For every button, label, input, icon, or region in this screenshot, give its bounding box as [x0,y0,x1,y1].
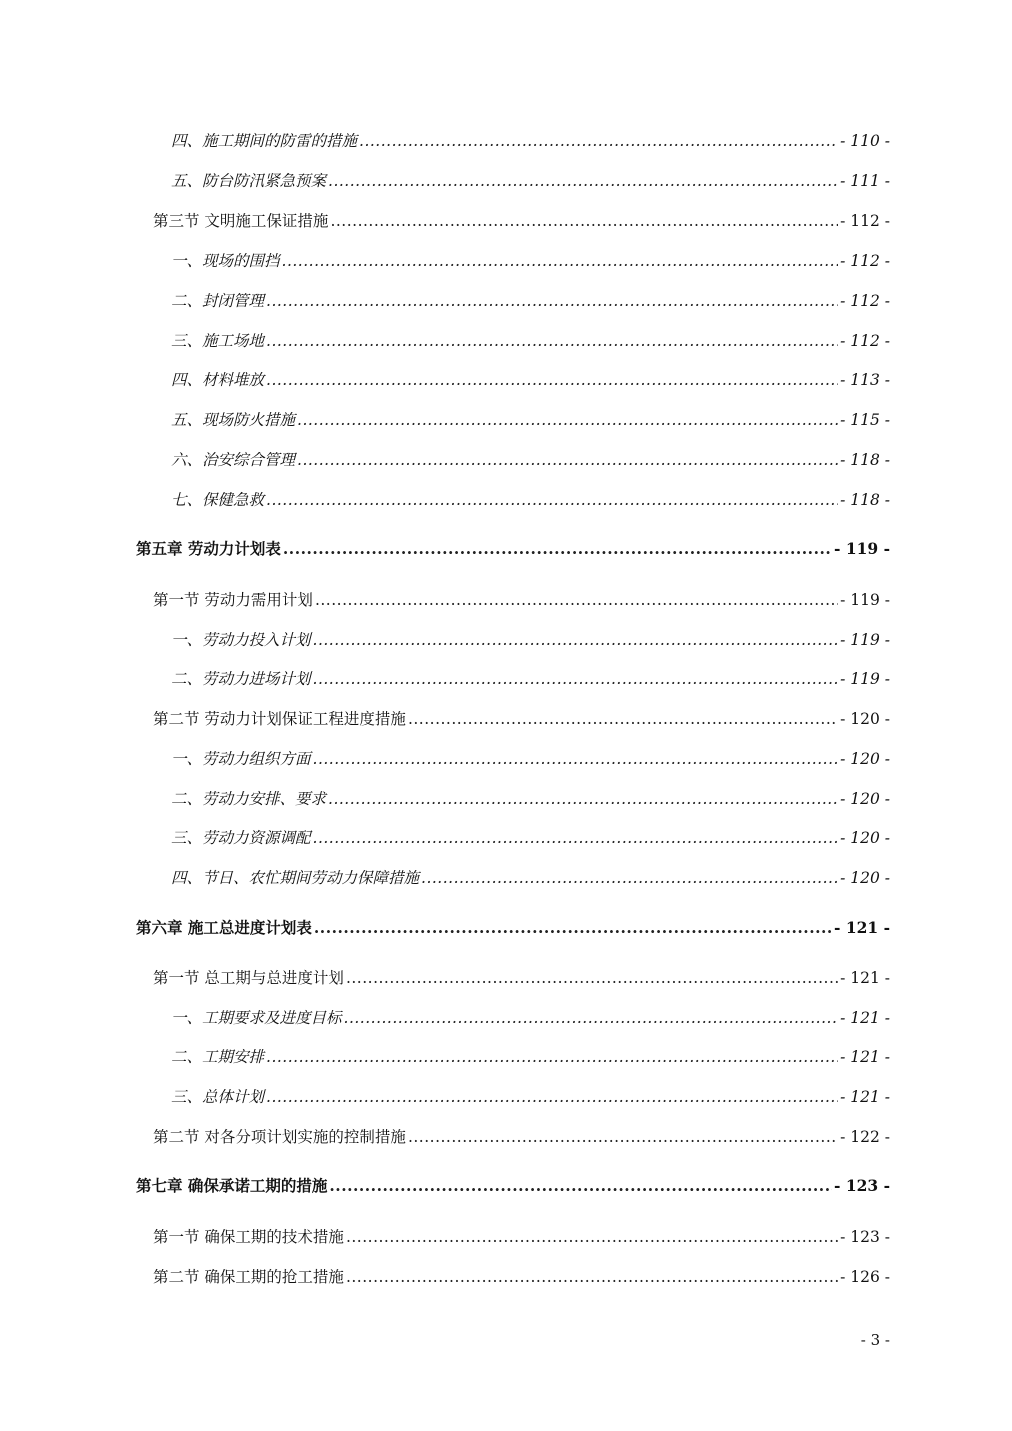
toc-entry-page: - 119 - [833,539,890,558]
toc-entry-level-2[interactable] [153,1126,890,1148]
toc-entry-title: 二、工期安排 [171,1048,265,1066]
toc-entry-page: - 118 - [840,451,890,469]
toc-entry-level-3[interactable] [171,748,890,770]
toc-dot-leader [330,210,838,232]
toc-entry-level-2[interactable] [153,1266,890,1288]
toc-dot-leader [328,170,838,192]
toc-dot-leader [313,668,839,690]
toc-entry-title: 七、保健急救 [171,491,265,509]
toc-dot-leader [283,538,832,560]
toc-entry-level-3[interactable] [171,668,890,690]
toc-entry-title: 四、节日、农忙期间劳动力保障措施 [171,869,420,887]
toc-entry-page: - 110 - [840,132,890,150]
toc-entry-page: - 120 - [840,750,890,768]
toc-dot-leader [282,250,839,272]
toc-entry-page: - 120 - [840,869,890,887]
toc-entry-title: 第一节 确保工期的技术措施 [153,1228,344,1246]
toc-entry-title: 第一节 总工期与总进度计划 [153,969,344,987]
toc-entry-page: - 115 - [840,411,890,429]
toc-entry-page: - 119 - [840,591,890,609]
toc-dot-leader [329,1175,832,1197]
toc-entry-page: - 121 - [840,969,890,987]
toc-entry-level-3[interactable] [171,788,890,810]
toc-entry-level-3[interactable] [171,449,890,471]
toc-entry-level-2[interactable] [153,1226,890,1248]
toc-entry-page: - 113 - [840,371,890,389]
toc-entry-level-3[interactable] [171,489,890,511]
toc-entry-title: 六、治安综合管理 [171,451,296,469]
toc-entry-level-3[interactable] [171,409,890,431]
toc-entry-title: 第六章 施工总进度计划表 [136,918,312,937]
toc-entry-level-1[interactable] [136,538,890,560]
toc-entry-title: 一、工期要求及进度目标 [171,1009,342,1027]
toc-entry-page: - 111 - [840,172,890,190]
toc-dot-leader [314,917,832,939]
toc-dot-leader [266,290,838,312]
toc-dot-leader [421,867,838,889]
toc-entry-page: - 119 - [840,670,890,688]
toc-dot-leader [408,708,838,730]
toc-entry-title: 一、劳动力组织方面 [171,750,311,768]
toc-entry-level-2[interactable] [153,589,890,611]
toc-dot-leader [313,827,839,849]
toc-entry-page: - 121 - [840,1048,890,1066]
toc-entry-level-2[interactable] [153,967,890,989]
toc-entry-level-2[interactable] [153,708,890,730]
toc-entry-page: - 121 - [840,1088,890,1106]
toc-entry-title: 第二节 对各分项计划实施的控制措施 [153,1128,406,1146]
toc-entry-title: 五、防台防汛紧急预案 [171,172,327,190]
toc-entry-level-2[interactable] [153,210,890,232]
toc-entry-level-1[interactable] [136,1175,890,1197]
toc-entry-page: - 120 - [840,710,890,728]
toc-dot-leader [266,369,838,391]
toc-dot-leader [346,1226,838,1248]
toc-entry-page: - 118 - [840,491,890,509]
toc-dot-leader [266,330,838,352]
toc-entry-title: 一、劳动力投入计划 [171,631,311,649]
toc-dot-leader [315,589,838,611]
toc-entry-level-3[interactable] [171,1086,890,1108]
toc-entry-page: - 122 - [840,1128,890,1146]
toc-entry-level-3[interactable] [171,867,890,889]
toc-entry-title: 第五章 劳动力计划表 [136,539,281,558]
toc-entry-title: 第二节 确保工期的抢工措施 [153,1268,344,1286]
toc-entry-level-1[interactable] [136,917,890,939]
toc-entry-title: 五、现场防火措施 [171,411,296,429]
toc-dot-leader [408,1126,838,1148]
toc-entry-page: - 112 - [840,212,890,230]
toc-entry-level-3[interactable] [171,170,890,192]
toc-entry-page: - 126 - [840,1268,890,1286]
toc-entry-page: - 112 - [840,292,890,310]
toc-entry-title: 四、施工期间的防雷的措施 [171,132,358,150]
toc-entry-title: 三、施工场地 [171,332,265,350]
toc-entry-page: - 120 - [840,790,890,808]
toc-entry-title: 第三节 文明施工保证措施 [153,212,329,230]
toc-dot-leader [266,489,838,511]
toc-entry-level-3[interactable] [171,827,890,849]
toc-entry-title: 三、劳动力资源调配 [171,829,311,847]
toc-entry-title: 三、总体计划 [171,1088,265,1106]
toc-entry-title: 第二节 劳动力计划保证工程进度措施 [153,710,406,728]
toc-entry-page: - 119 - [840,631,890,649]
toc-dot-leader [346,967,838,989]
toc-dot-leader [266,1086,838,1108]
toc-dot-leader [313,748,839,770]
toc-dot-leader [346,1266,838,1288]
toc-entry-title: 四、材料堆放 [171,371,265,389]
toc-entry-title: 一、现场的围挡 [171,252,280,270]
toc-entry-page: - 123 - [833,1176,890,1195]
toc-entry-level-3[interactable] [171,130,890,152]
toc-entry-title: 二、劳动力安排、要求 [171,790,327,808]
page-number: - 3 - [860,1331,890,1349]
toc-entry-title: 二、封闭管理 [171,292,265,310]
toc-entry-level-3[interactable] [171,250,890,272]
toc-entry-title: 第一节 劳动力需用计划 [153,591,313,609]
toc-entry-title: 二、劳动力进场计划 [171,670,311,688]
toc-dot-leader [297,449,838,471]
toc-entry-level-3[interactable] [171,330,890,352]
toc-entry-level-3[interactable] [171,369,890,391]
toc-dot-leader [266,1046,838,1068]
toc-entry-level-3[interactable] [171,629,890,651]
toc-entry-level-3[interactable] [171,1046,890,1068]
toc-entry-level-3[interactable] [171,1007,890,1029]
toc-entry-page: - 123 - [840,1228,890,1246]
toc-entry-page: - 120 - [840,829,890,847]
toc-entry-page: - 112 - [840,332,890,350]
toc-dot-leader [297,409,838,431]
toc-dot-leader [344,1007,839,1029]
toc-dot-leader [359,130,838,152]
toc-entry-page: - 121 - [840,1009,890,1027]
toc-entry-title: 第七章 确保承诺工期的措施 [136,1176,328,1195]
toc-dot-leader [328,788,838,810]
toc-entry-level-3[interactable] [171,290,890,312]
toc-entry-page: - 121 - [833,918,890,937]
toc-entry-page: - 112 - [840,252,890,270]
toc-dot-leader [313,629,839,651]
